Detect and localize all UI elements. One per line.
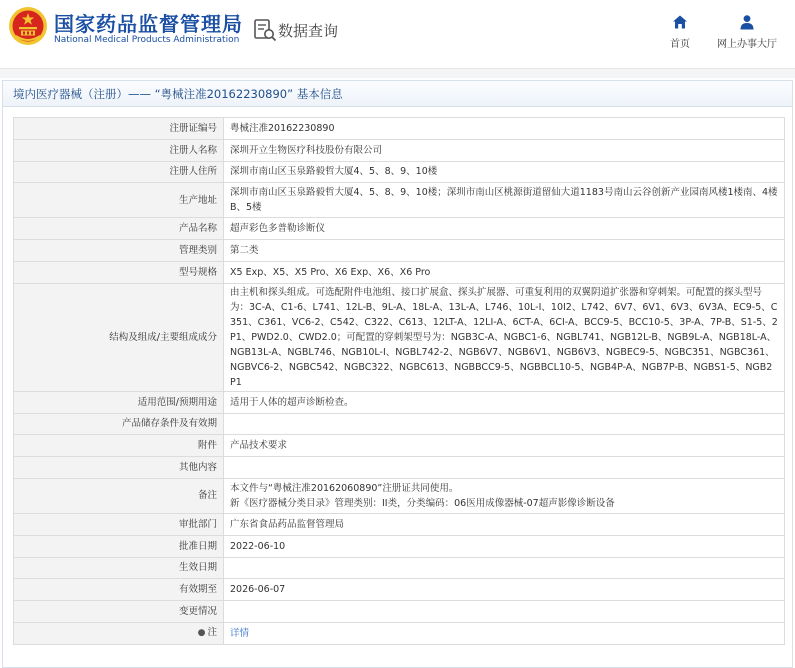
field-value: 产品技术要求 — [224, 435, 785, 457]
field-value: 深圳市南山区玉泉路毅哲大厦4、5、8、9、10楼 — [224, 161, 785, 183]
table-row — [14, 218, 785, 240]
table-row — [14, 240, 785, 262]
registration-detail-table — [13, 117, 785, 645]
detail-panel — [2, 80, 793, 668]
field-label: 注册人住所 — [14, 161, 224, 183]
nav-home[interactable] — [664, 14, 696, 50]
field-label: 型号规格 — [14, 261, 224, 283]
table-row — [14, 622, 785, 644]
table-row — [14, 513, 785, 535]
home-icon — [672, 14, 688, 30]
field-label: 适用范围/预期用途 — [14, 391, 224, 413]
field-value: 粤械注准20162230890 — [224, 118, 785, 140]
field-value: 深圳市南山区玉泉路毅哲大厦4、5、8、9、10楼；深圳市南山区桃源街道留仙大道1183号南山云谷创新产业园南风楼1楼南、4楼B、5楼 — [224, 183, 785, 218]
field-value: 第二类 — [224, 240, 785, 262]
table-row — [14, 457, 785, 479]
section-title: 数据查询 — [278, 22, 339, 40]
field-label: 注册人名称 — [14, 139, 224, 161]
field-value — [224, 557, 785, 579]
field-label: 管理类别 — [14, 240, 224, 262]
table-row — [14, 535, 785, 557]
field-label: 附件 — [14, 435, 224, 457]
note-label: 注 — [207, 627, 217, 639]
field-label: 变更情况 — [14, 601, 224, 623]
field-value: X5 Exp、X5、X5 Pro、X6 Exp、X6、X6 Pro — [224, 261, 785, 283]
table-row — [14, 183, 785, 218]
table-row — [14, 118, 785, 140]
field-value: 由主机和探头组成。可选配附件电池组、接口扩展盒、探头扩展器、可重复利用的双翼阴道扩张器和穿刺架。可配置的探头型号为：3C-A、C1-6、L741、12L-B、9L-A、18L-A、13L-A、L746、10L-I、10I2、L742、6V7、6V1、6V3、6V3A、EC9-5、C351、C361、VC6-2、C542、C322、C613、12LT-A、12LI-A、6CT-A、6CI-A、BCC9-5、BCC10-5、3P-A、7P-B、S1-5、2P1、PWD2.0、CWD2.0；可配置的穿刺架型号为：NGB3C-A、NGBC1-6、NGBL741、NGB12L-B、NGB9L-A、NGB18L-A、NGB13L-A、NGBL746、NGB10L-I、NGBL742-2、NGB6V7、NGB6V1、NGB6V3、NGBEC9-5、NGBC351、NGBC361、NGBVC6-2、NGBC542、NGBC322、NGBC613、NGBBCC9-5、NGBBCL10-5、NGB4P-A、NGB7P-B、NGBS1-5、NGB2P1 — [224, 283, 785, 391]
table-row — [14, 579, 785, 601]
field-label: 备注 — [14, 478, 224, 513]
table-row — [14, 601, 785, 623]
field-value: 深圳开立生物医疗科技股份有限公司 — [224, 139, 785, 161]
table-row — [14, 391, 785, 413]
table-row — [14, 139, 785, 161]
table-row — [14, 413, 785, 435]
national-emblem-icon — [8, 6, 48, 46]
field-label: 注册证编号 — [14, 118, 224, 140]
details-link[interactable]: 详情 — [230, 627, 250, 639]
field-label: 产品名称 — [14, 218, 224, 240]
field-value — [224, 413, 785, 435]
table-row — [14, 283, 785, 391]
table-row — [14, 261, 785, 283]
field-value: 超声彩色多普勒诊断仪 — [224, 218, 785, 240]
field-value: 2022-06-10 — [224, 535, 785, 557]
document-search-icon — [252, 17, 278, 43]
nav-online-service-hall-label: 网上办事大厅 — [717, 39, 777, 50]
field-value: 广东省食品药品监督管理局 — [224, 513, 785, 535]
site-name-en: National Medical Products Administration — [54, 35, 240, 45]
nav-online-service-hall[interactable] — [712, 14, 782, 50]
remark-line-2: 新《医疗器械分类目录》管理类别：II类，分类编码：06医用成像器械-07超声影像诊断设备 — [230, 497, 615, 509]
field-label: 生产地址 — [14, 183, 224, 218]
field-label: 其他内容 — [14, 457, 224, 479]
field-value: 2026-06-07 — [224, 579, 785, 601]
site-name-cn: 国家药品监督管理局 — [54, 12, 243, 36]
field-label: 生效日期 — [14, 557, 224, 579]
user-icon — [739, 14, 755, 30]
remark-line-1: 本文件与“粤械注准20162060890”注册证共同使用。 — [230, 482, 459, 494]
field-value — [224, 601, 785, 623]
table-row — [14, 557, 785, 579]
field-label: 批准日期 — [14, 535, 224, 557]
field-label: 审批部门 — [14, 513, 224, 535]
field-label: 结构及组成/主要组成成分 — [14, 283, 224, 391]
location-pin-icon: ● — [197, 628, 206, 639]
field-label: 产品储存条件及有效期 — [14, 413, 224, 435]
field-label — [14, 622, 224, 644]
nav-home-label: 首页 — [670, 39, 690, 50]
field-value — [224, 478, 785, 513]
header-divider — [0, 68, 795, 78]
table-row — [14, 161, 785, 183]
table-row — [14, 435, 785, 457]
field-value — [224, 457, 785, 479]
site-header — [0, 0, 795, 68]
field-label: 有效期至 — [14, 579, 224, 601]
table-row — [14, 478, 785, 513]
panel-title: 境内医疗器械（注册）—— “粤械注准20162230890” 基本信息 — [3, 81, 792, 107]
field-value: 适用于人体的超声诊断检查。 — [224, 391, 785, 413]
field-value — [224, 622, 785, 644]
